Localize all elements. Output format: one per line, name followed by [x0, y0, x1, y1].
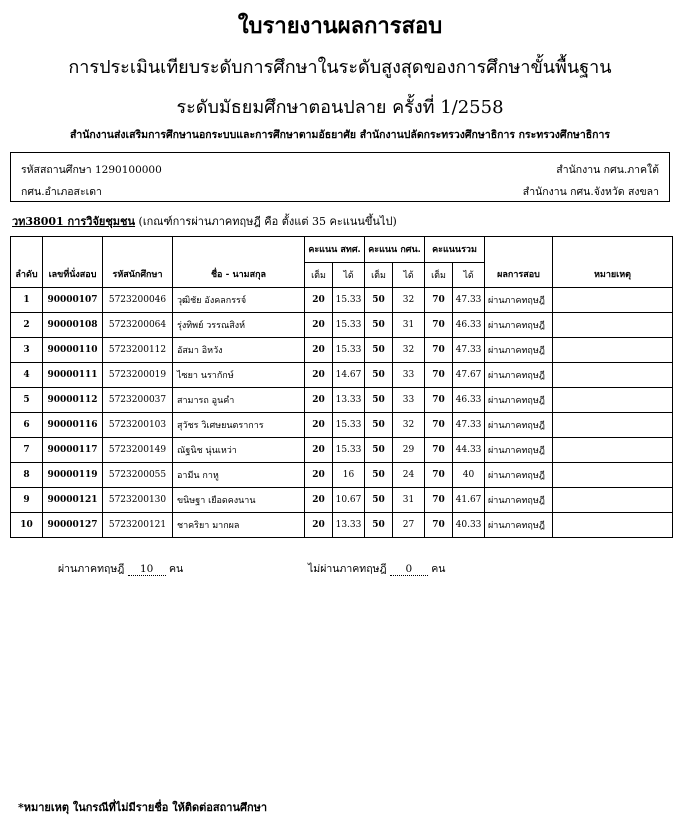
nfe-score: 32	[393, 338, 425, 363]
nfe-full: 50	[365, 463, 393, 488]
total-score: 46.33	[453, 388, 485, 413]
exam-result: ผ่านภาคทฤษฎี	[485, 313, 553, 338]
total-score: 44.33	[453, 438, 485, 463]
ntest-score: 15.33	[333, 438, 365, 463]
subject-line	[12, 212, 397, 230]
fail-count: 0	[390, 563, 428, 576]
exam-result: ผ่านภาคทฤษฎี	[485, 488, 553, 513]
nfe-score: 32	[393, 288, 425, 313]
nfe-score: 33	[393, 363, 425, 388]
total-score: 46.33	[453, 313, 485, 338]
ntest-score: 10.67	[333, 488, 365, 513]
total-score: 47.33	[453, 413, 485, 438]
header-full-2: เต็ม	[365, 262, 393, 288]
student-id: 5723200037	[103, 388, 173, 413]
student-name: สามารถ อูนคำ	[173, 388, 305, 413]
total-score: 40.33	[453, 513, 485, 538]
nfe-full: 50	[365, 438, 393, 463]
table-row	[11, 388, 673, 413]
exam-result: ผ่านภาคทฤษฎี	[485, 288, 553, 313]
ntest-full: 20	[305, 488, 333, 513]
ntest-score: 14.67	[333, 363, 365, 388]
row-no: 2	[11, 313, 43, 338]
table-row	[11, 413, 673, 438]
seat-number: 90000110	[43, 338, 103, 363]
nfe-score: 31	[393, 313, 425, 338]
pass-summary	[58, 560, 183, 577]
exam-result: ผ่านภาคทฤษฎี	[485, 463, 553, 488]
total-full: 70	[425, 313, 453, 338]
table-row	[11, 438, 673, 463]
ntest-score: 15.33	[333, 338, 365, 363]
ntest-score: 15.33	[333, 313, 365, 338]
region-office: สำนักงาน กศน.ภาคใต้	[556, 164, 659, 176]
nfe-score: 24	[393, 463, 425, 488]
total-score: 40	[453, 463, 485, 488]
subject-criteria: (เกณฑ์การผ่านภาคทฤษฎี คือ ตั้งแต่ 35 คะแนนขึ้นไป)	[138, 215, 397, 228]
ntest-full: 20	[305, 463, 333, 488]
nfe-score: 31	[393, 488, 425, 513]
fail-label: ไม่ผ่านภาคทฤษฎี	[308, 563, 387, 575]
header-student: รหัสนักศึกษา	[103, 237, 173, 288]
nfe-score: 27	[393, 513, 425, 538]
table-row	[11, 513, 673, 538]
student-name: อามีน กาหู	[173, 463, 305, 488]
exam-result: ผ่านภาคทฤษฎี	[485, 338, 553, 363]
table-row	[11, 363, 673, 388]
row-no: 3	[11, 338, 43, 363]
ntest-full: 20	[305, 338, 333, 363]
nfe-full: 50	[365, 513, 393, 538]
row-no: 9	[11, 488, 43, 513]
pass-count: 10	[128, 563, 166, 576]
ntest-full: 20	[305, 363, 333, 388]
student-name: ชาคริยา มากผล	[173, 513, 305, 538]
ntest-score: 16	[333, 463, 365, 488]
student-name: ณัฐนิช นุ่นเหว่า	[173, 438, 305, 463]
exam-result: ผ่านภาคทฤษฎี	[485, 438, 553, 463]
seat-number: 90000116	[43, 413, 103, 438]
student-id: 5723200112	[103, 338, 173, 363]
table-row	[11, 338, 673, 363]
total-full: 70	[425, 438, 453, 463]
total-full: 70	[425, 363, 453, 388]
nfe-score: 32	[393, 413, 425, 438]
nfe-score: 33	[393, 388, 425, 413]
report-subtitle: การประเมินเทียบระดับการศึกษาในระดับสูงสุดของการศึกษาขั้นพื้นฐาน	[68, 57, 612, 78]
student-id: 5723200149	[103, 438, 173, 463]
table-row	[11, 313, 673, 338]
header-full-3: เต็ม	[425, 262, 453, 288]
seat-number: 90000107	[43, 288, 103, 313]
exam-result: ผ่านภาคทฤษฎี	[485, 363, 553, 388]
total-score: 47.33	[453, 288, 485, 313]
header-group-nfe: คะแนน กศน.	[365, 237, 425, 263]
remark	[553, 438, 673, 463]
remark	[553, 413, 673, 438]
pass-unit: คน	[169, 563, 184, 575]
student-name: อัสมา อิหวัง	[173, 338, 305, 363]
total-score: 47.33	[453, 338, 485, 363]
remark	[553, 463, 673, 488]
ntest-full: 20	[305, 513, 333, 538]
total-full: 70	[425, 288, 453, 313]
header-seat: เลขที่นั่งสอบ	[43, 237, 103, 288]
row-no: 6	[11, 413, 43, 438]
total-score: 41.67	[453, 488, 485, 513]
info-box	[10, 152, 670, 202]
remark	[553, 363, 673, 388]
exam-result: ผ่านภาคทฤษฎี	[485, 388, 553, 413]
header-no: ลำดับ	[11, 237, 43, 288]
ntest-full: 20	[305, 313, 333, 338]
seat-number: 90000127	[43, 513, 103, 538]
ntest-full: 20	[305, 288, 333, 313]
row-no: 1	[11, 288, 43, 313]
exam-result: ผ่านภาคทฤษฎี	[485, 413, 553, 438]
student-name: วุฒิชัย อังคลกรรจ์	[173, 288, 305, 313]
total-full: 70	[425, 413, 453, 438]
nfe-full: 50	[365, 488, 393, 513]
report-title: ใบรายงานผลการสอบ	[237, 13, 443, 39]
row-no: 8	[11, 463, 43, 488]
total-full: 70	[425, 338, 453, 363]
total-full: 70	[425, 513, 453, 538]
row-no: 4	[11, 363, 43, 388]
score-table	[10, 236, 673, 538]
ntest-score: 15.33	[333, 288, 365, 313]
ntest-full: 20	[305, 388, 333, 413]
province-office: สำนักงาน กศน.จังหวัด สงขลา	[522, 186, 659, 198]
ntest-score: 15.33	[333, 413, 365, 438]
fail-summary	[308, 560, 445, 577]
table-row	[11, 488, 673, 513]
remark	[553, 338, 673, 363]
seat-number: 90000112	[43, 388, 103, 413]
seat-number: 90000119	[43, 463, 103, 488]
district-office: กศน.อำเภอสะเดา	[21, 186, 102, 198]
student-name: สุวัชร วิเศษยนตราการ	[173, 413, 305, 438]
subject-code: วท38001 การวิจัยชุมชน	[12, 215, 136, 228]
total-full: 70	[425, 488, 453, 513]
nfe-full: 50	[365, 413, 393, 438]
nfe-full: 50	[365, 388, 393, 413]
seat-number: 90000108	[43, 313, 103, 338]
nfe-full: 50	[365, 288, 393, 313]
student-name: ไซยา นรากักษ์	[173, 363, 305, 388]
table-header-row	[11, 237, 673, 263]
remark	[553, 488, 673, 513]
header-remark: หมายเหตุ	[553, 237, 673, 288]
table-row	[11, 288, 673, 313]
ntest-score: 13.33	[333, 388, 365, 413]
footnote: *หมายเหตุ ในกรณีที่ไม่มีรายชื่อ ให้ติดต่อสถานศึกษา	[18, 801, 268, 814]
total-full: 70	[425, 463, 453, 488]
report-office: สำนักงานส่งเสริมการศึกษานอกระบบและการศึกษาตามอัธยาศัย สำนักงานปลัดกระทรวงศึกษาธิการ กระทรวงศึกษาธิการ	[69, 129, 611, 141]
student-id: 5723200103	[103, 413, 173, 438]
report-level: ระดับมัธยมศึกษาตอนปลาย ครั้งที่ 1/2558	[176, 97, 504, 118]
header-name: ชื่อ - นามสกุล	[173, 237, 305, 288]
student-id: 5723200064	[103, 313, 173, 338]
pass-label: ผ่านภาคทฤษฎี	[58, 563, 125, 575]
total-score: 47.67	[453, 363, 485, 388]
header-result: ผลการสอบ	[485, 237, 553, 288]
header-group-total: คะแนนรวม	[425, 237, 485, 263]
header-full-1: เต็ม	[305, 262, 333, 288]
student-id: 5723200121	[103, 513, 173, 538]
row-no: 5	[11, 388, 43, 413]
nfe-full: 50	[365, 363, 393, 388]
header-got-3: ได้	[453, 262, 485, 288]
student-id: 5723200046	[103, 288, 173, 313]
table-row	[11, 463, 673, 488]
remark	[553, 313, 673, 338]
header-got-1: ได้	[333, 262, 365, 288]
ntest-full: 20	[305, 413, 333, 438]
remark	[553, 288, 673, 313]
nfe-score: 29	[393, 438, 425, 463]
student-name: ขนิษฐา เยือดคงนาน	[173, 488, 305, 513]
row-no: 7	[11, 438, 43, 463]
student-id: 5723200130	[103, 488, 173, 513]
exam-result: ผ่านภาคทฤษฎี	[485, 513, 553, 538]
ntest-score: 13.33	[333, 513, 365, 538]
header-got-2: ได้	[393, 262, 425, 288]
seat-number: 90000117	[43, 438, 103, 463]
student-name: รุ่งทิพย์ วรรณสิงห์	[173, 313, 305, 338]
student-id: 5723200019	[103, 363, 173, 388]
nfe-full: 50	[365, 338, 393, 363]
seat-number: 90000121	[43, 488, 103, 513]
ntest-full: 20	[305, 438, 333, 463]
station-code: รหัสสถานศึกษา 1290100000	[21, 164, 162, 176]
fail-unit: คน	[431, 563, 446, 575]
table-body	[11, 288, 673, 538]
header-group-ntest: คะแนน สทศ.	[305, 237, 365, 263]
nfe-full: 50	[365, 313, 393, 338]
total-full: 70	[425, 388, 453, 413]
seat-number: 90000111	[43, 363, 103, 388]
remark	[553, 513, 673, 538]
student-id: 5723200055	[103, 463, 173, 488]
remark	[553, 388, 673, 413]
row-no: 10	[11, 513, 43, 538]
